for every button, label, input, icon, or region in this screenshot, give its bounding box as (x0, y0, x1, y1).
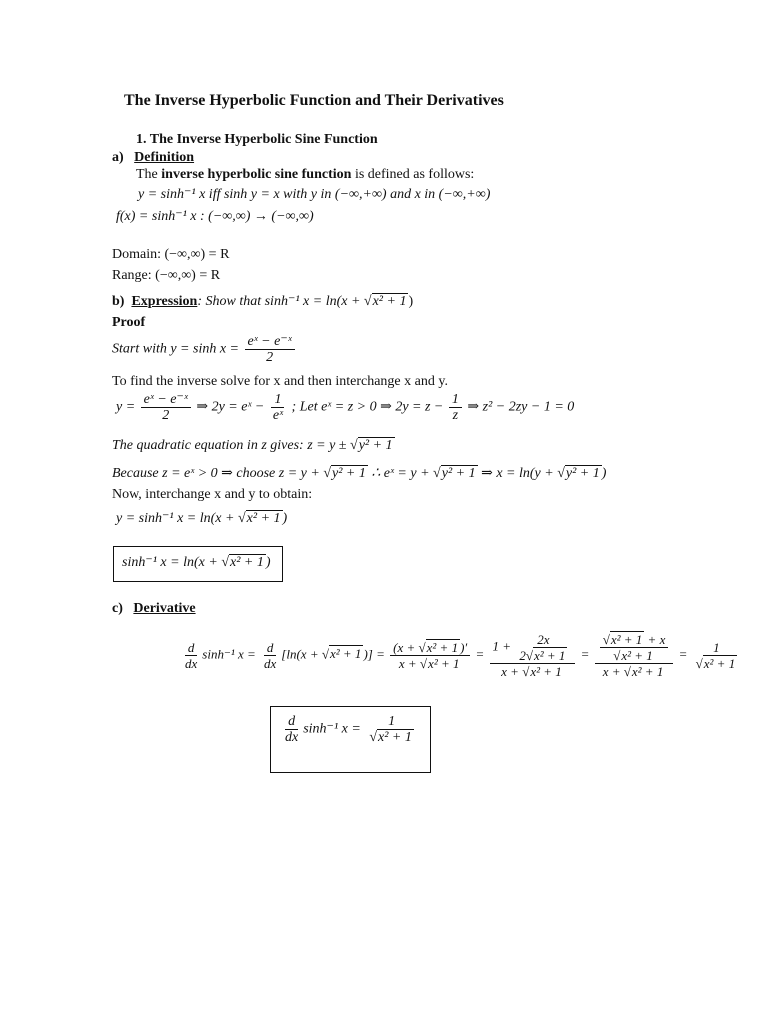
derivative-heading: Derivative (133, 601, 196, 616)
radicand: x² + 1 (329, 646, 362, 662)
expression-statement: : Show that sinh⁻¹ x = ln(x + (197, 294, 364, 309)
den-text: x + (501, 664, 523, 679)
z-fraction (449, 392, 462, 423)
step-text: ⇒ z² − 2zy − 1 = 0 (463, 399, 575, 415)
inverse-instruction: To find the inverse solve for x and then interchange x and y. (112, 374, 448, 389)
radicand: x² + 1 (230, 555, 264, 570)
inner-fraction: $\frac{2x}{\text{2√x² + 1}}$ (519, 632, 566, 663)
reciprocal-fraction (270, 392, 286, 423)
expression-heading: Expression (131, 294, 198, 309)
d-dx-operator (261, 640, 279, 671)
denominator: eˣ (272, 408, 284, 423)
denominator: dx (185, 656, 198, 671)
derivative-derivation: $\frac{d}{dx}$ sinh⁻¹ x = $\frac{d}{dx}$ [ln(x + √x² + 1 )] = $\frac{\text{(x + √x² + 1 )′}}{\text{x + √x² + 1}}$ = 1 + $\frac{2x}{\text{2√x² + 1}}$ x + √x² + 1 = $\frac{\frac{\text{√x² + 1 + x}}{\text{√x² + 1}}}{\text{x + √x² + 1}}$ = $\frac{1}{\text{√x² + 1}}$ (180, 632, 742, 679)
radicand: x² + 1 (428, 656, 460, 671)
boxed-derivative (280, 714, 419, 745)
sinh-fraction (245, 334, 295, 365)
den-text: x + (602, 664, 624, 679)
radicand: x² + 1 (530, 664, 562, 679)
equals: = (577, 646, 593, 662)
subsection-marker: b) (112, 294, 125, 309)
section-heading: 1. The Inverse Hyperbolic Sine Function (136, 132, 378, 147)
inner-fraction: $\frac{\text{√x² + 1 + x}}{\text{√x² + 1}}$ (600, 632, 669, 663)
simplified-fraction: $\frac{\frac{\text{√x² + 1 + x}}{\text{√x² + 1}}}{\text{x + √x² + 1}}$ (595, 632, 674, 679)
num-text: + x (644, 632, 666, 647)
implies-text: ⇒ x = ln(y + (477, 466, 558, 481)
step-text: y = (116, 399, 139, 415)
because-line: Because z = eˣ > 0 ⇒ choose z = y + √y² + 1 ∴ eˣ = y + √y² + 1 ⇒ x = ln(y + √y² + 1 ) (112, 466, 607, 481)
domain-line: Domain: (−∞,∞) = R (112, 247, 230, 262)
num-text: (x + (393, 640, 419, 655)
radicand: y² + 1 (441, 466, 476, 481)
radicand: x² + 1 (372, 294, 407, 309)
therefore-text: ∴ eˣ = y + (367, 466, 434, 481)
lhs-text: sinh⁻¹ x = (202, 646, 260, 662)
num-text: )′ (460, 640, 468, 655)
numerator: 1 (449, 392, 462, 408)
subsection-a-heading (112, 149, 194, 167)
definition-equation: y = sinh⁻¹ x iff sinh y = x with y in (−∞,+∞) and x in (−∞,+∞) (138, 187, 491, 202)
denominator: z (452, 408, 459, 423)
intro-text-end: is defined as follows: (351, 167, 475, 182)
because-text: Because z = eˣ > 0 ⇒ choose z = y + (112, 466, 324, 481)
quadratic-text: The quadratic equation in z gives: z = y ± (112, 438, 350, 453)
start-with-line (112, 334, 297, 365)
function-mapping: f(x) = sinh⁻¹ x : (−∞,∞) → (−∞,∞) (116, 209, 314, 224)
step-text: ⇒ 2y = eˣ − (192, 399, 268, 415)
denominator: dx (285, 730, 299, 745)
final-fraction: $\frac{1}{\text{√x² + 1}}$ (369, 714, 412, 745)
sinh-fraction (141, 392, 191, 423)
paren-close: ) (408, 294, 414, 309)
derivation-step (116, 392, 574, 423)
radicand: x² + 1 (610, 632, 643, 647)
definition-heading: Definition (134, 150, 195, 165)
numerator: 2x (534, 632, 552, 648)
d-dx-operator (182, 640, 200, 671)
paren-close: ) (601, 466, 607, 481)
numerator: d (264, 640, 277, 656)
numerator: 1 (271, 392, 284, 408)
radicand: y² + 1 (358, 438, 393, 453)
result-line: y = sinh⁻¹ x = ln(x + √x² + 1 ) (116, 511, 288, 526)
intro-text: The (136, 167, 162, 182)
paren-close: ) (265, 555, 271, 570)
denominator: 2 (162, 408, 170, 423)
final-fraction: $\frac{1}{\text{√x² + 1}}$ (695, 640, 736, 671)
boxed-expression: sinh⁻¹ x = ln(x + √x² + 1 ) (122, 555, 271, 570)
radicand: y² + 1 (332, 466, 366, 481)
chain-rule-fraction: $\frac{\text{(x + √x² + 1 )′}}{\text{x + √x² + 1}}$ (390, 640, 470, 671)
step-text: ; Let eˣ = z > 0 ⇒ 2y = z − (288, 399, 447, 415)
numerator: d (185, 640, 198, 656)
radicand: x² + 1 (246, 511, 281, 526)
den-text: x + (398, 656, 420, 671)
radicand: x² + 1 (621, 648, 653, 663)
numerator: eˣ − e⁻ˣ (245, 334, 295, 350)
radicand: x² + 1 (631, 664, 664, 679)
interchange-line: Now, interchange x and y to obtain: (112, 487, 313, 502)
radicand: x² + 1 (703, 656, 736, 671)
expanded-fraction: 1 + $\frac{2x}{\text{2√x² + 1}}$ x + √x² + 1 (490, 632, 576, 679)
boxed-text: sinh⁻¹ x = ln(x + (122, 555, 222, 570)
paren-close: ) (282, 511, 288, 526)
expression-line: b) Expression: Show that sinh⁻¹ x = ln(x + √x² + 1 ) (112, 294, 414, 309)
numerator: 1 (710, 640, 723, 656)
subsection-marker: c) (112, 601, 123, 616)
radicand: y² + 1 (565, 466, 600, 481)
start-text: Start with y = sinh x = (112, 341, 243, 357)
quadratic-line: The quadratic equation in z gives: z = y ± √y² + 1 (112, 438, 393, 453)
numerator: d (285, 714, 298, 730)
subsection-c-heading (112, 600, 196, 618)
subsection-marker: a) (112, 150, 124, 165)
equals: = (675, 646, 691, 662)
radicand: x² + 1 (426, 640, 459, 655)
definition-intro (136, 166, 474, 184)
d-dx-operator (282, 714, 301, 745)
numerator: eˣ − e⁻ˣ (141, 392, 191, 408)
num-text: 1 + (492, 638, 515, 654)
den-text: 2 (519, 648, 526, 663)
equals: = (472, 646, 488, 662)
radicand: x² + 1 (378, 730, 412, 745)
intro-bold: inverse hyperbolic sine function (161, 167, 352, 182)
boxed-text: sinh⁻¹ x = (303, 721, 365, 737)
denominator: dx (264, 656, 277, 671)
page-title: The Inverse Hyperbolic Function and Their Derivatives (124, 92, 504, 109)
ln-text: [ln(x + (281, 646, 322, 662)
ln-close: )] = (363, 646, 389, 662)
result-text: y = sinh⁻¹ x = ln(x + (116, 511, 238, 526)
denominator: 2 (266, 350, 274, 365)
proof-label: Proof (112, 315, 146, 330)
numerator: 1 (385, 714, 398, 730)
radicand: x² + 1 (533, 648, 566, 663)
range-line: Range: (−∞,∞) = R (112, 268, 221, 283)
